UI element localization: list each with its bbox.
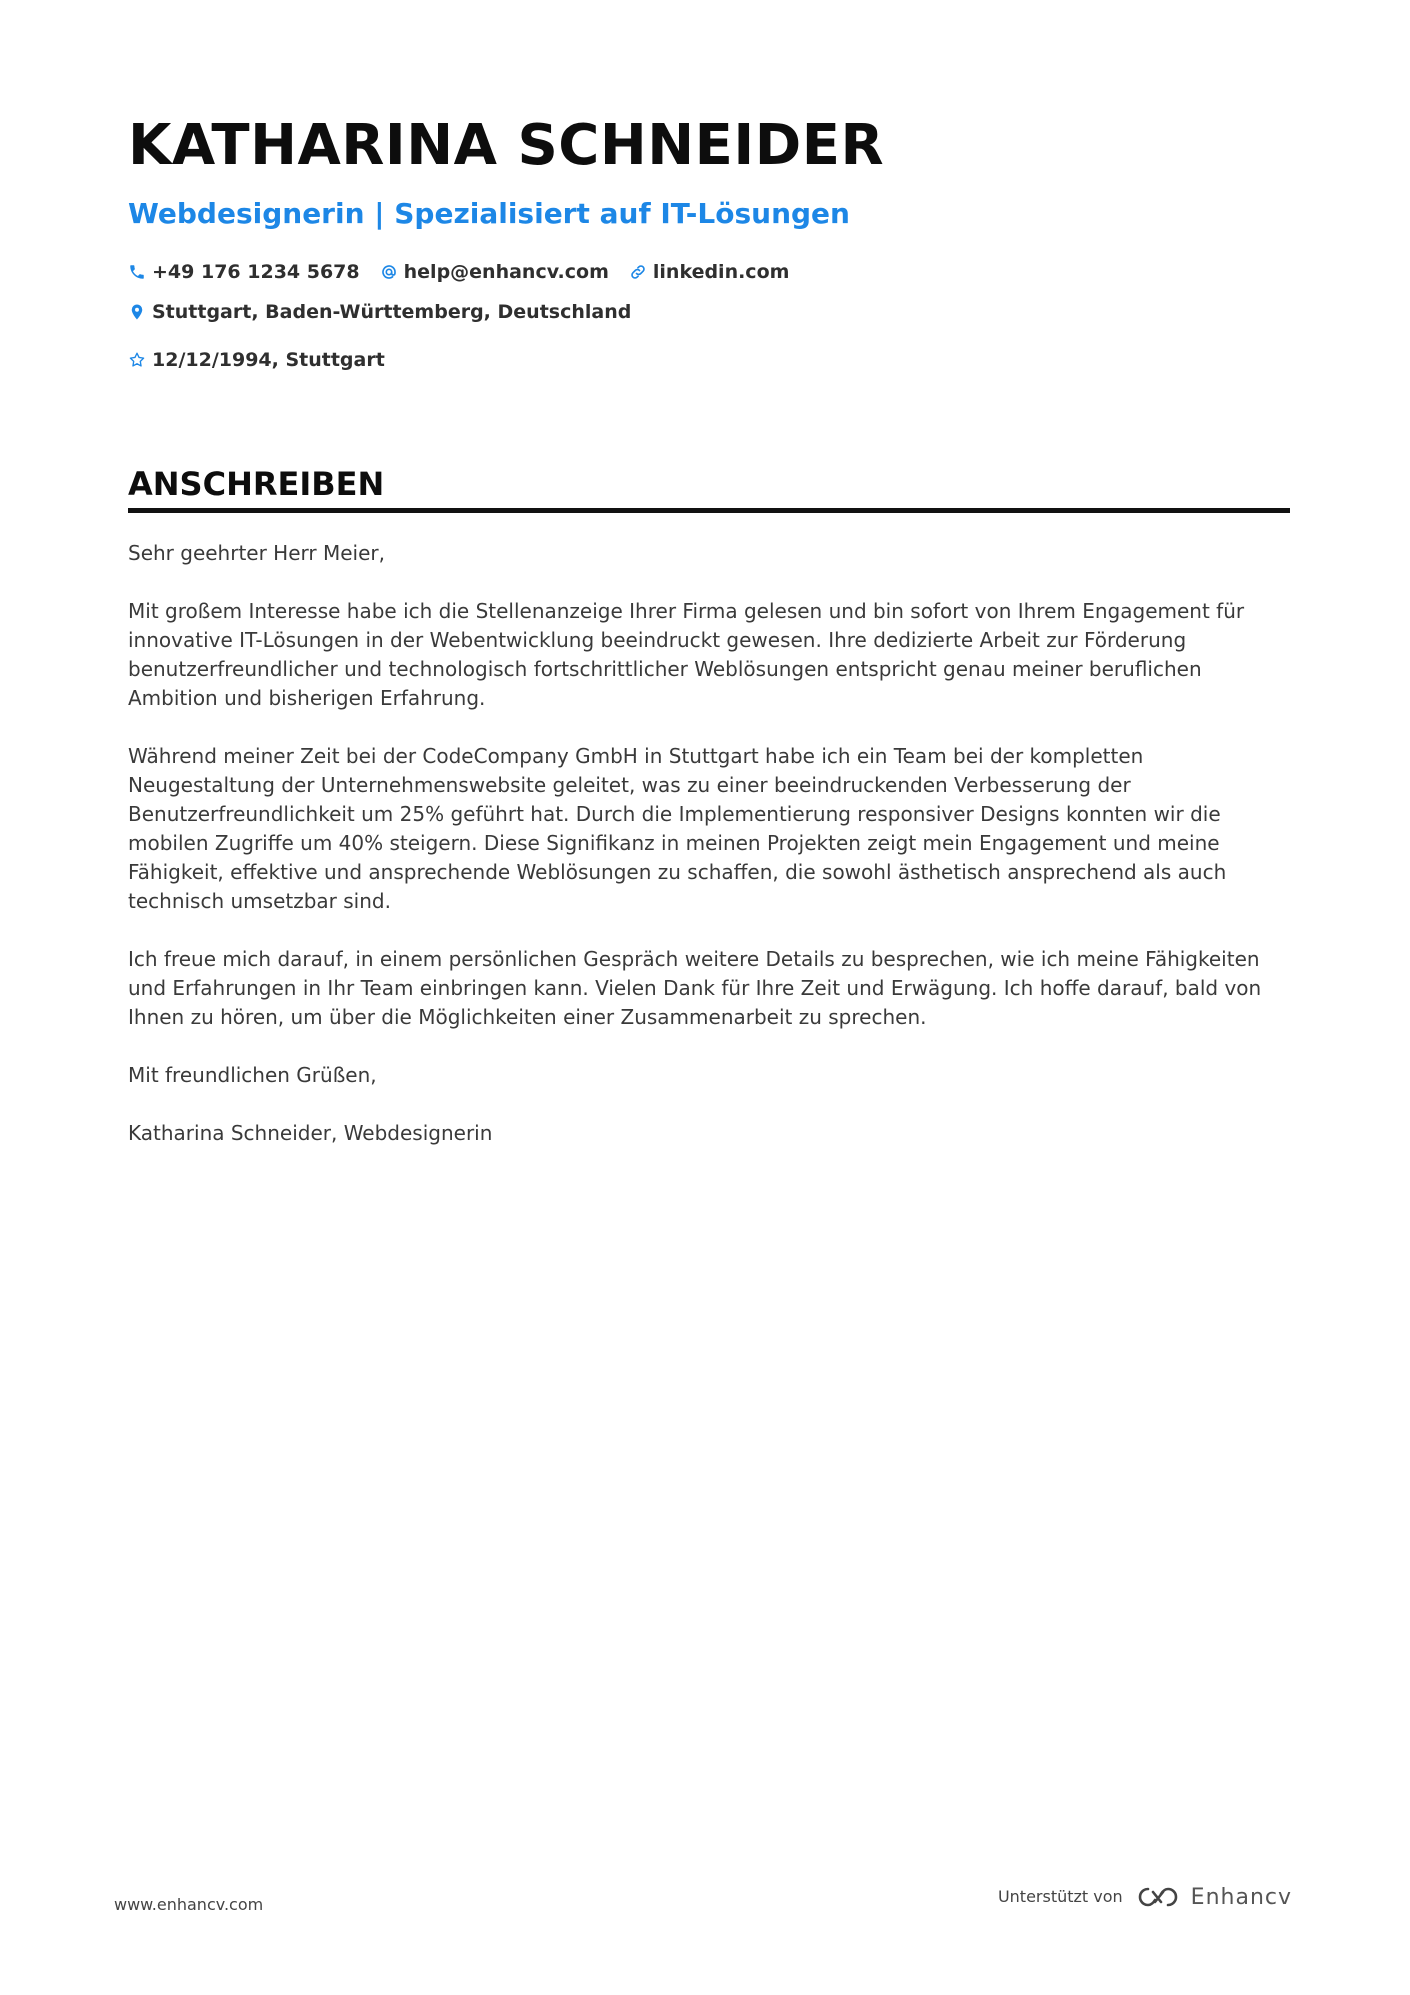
- footer-website[interactable]: www.enhancv.com: [114, 1895, 264, 1914]
- letter-paragraph: Ich freue mich darauf, in einem persönlichen Gespräch weitere Details zu besprechen, wie ich meine Fähigkeiten und Erfahrungen in Ihr Team einbringen kann. Vielen Dank für Ihre Zeit und Erwägung. Ich hoffe darauf, bald von Ihnen zu hören, um über die Möglichkeiten einer Zusammenarbeit zu sprechen.: [128, 947, 1262, 1029]
- enhancv-logo-icon: [1135, 1884, 1181, 1910]
- footer-powered-by: [998, 1884, 1292, 1910]
- at-icon: [380, 263, 398, 281]
- star-icon: [128, 351, 146, 369]
- applicant-name: KATHARINA SCHNEIDER: [128, 113, 885, 178]
- contact-birth: [128, 344, 385, 376]
- letter-signature: Katharina Schneider, Webdesignerin: [128, 1121, 493, 1145]
- letter-paragraph: Während meiner Zeit bei der CodeCompany GmbH in Stuttgart habe ich ein Team bei der kompletten Neugestaltung der Unternehmenswebsite geleitet, was zu einer beeindruckenden Verbesserung der Benutzerfreundlichkeit um 25% geführt hat. Durch die Implementierung responsiver Designs konnten wir die mobilen Zugriffe um 40% steigern. Diese Signifikanz in meinen Projekten zeigt mein Engagement und meine Fähigkeit, effektive und ansprechende Weblösungen zu schaffen, die sowohl ästhetisch ansprechend als auch technisch umsetzbar sind.: [128, 744, 1227, 913]
- contact-phone-text: +49 176 1234 5678: [152, 261, 360, 283]
- letter-salutation: Sehr geehrter Herr Meier,: [128, 541, 385, 565]
- letter-paragraph: Mit großem Interesse habe ich die Stellenanzeige Ihrer Firma gelesen und bin sofort von Ihrem Engagement für innovative IT-Lösungen in der Webentwicklung beeindruckt gewesen. Ihre dedizierte Arbeit zur Förderung benutzerfreundlicher und technologisch fortschrittlicher Weblösungen entspricht genau meiner beruflichen Ambition und bisherigen Erfahrung.: [128, 599, 1245, 710]
- contact-linkedin-text: linkedin.com: [652, 261, 790, 283]
- contact-location: [128, 296, 631, 328]
- link-icon: [629, 263, 647, 281]
- powered-by-text: Unterstützt von: [997, 1887, 1123, 1906]
- contact-location-text: Stuttgart, Baden-Württemberg, Deutschland: [152, 301, 632, 323]
- cover-letter-page: [128, 110, 1290, 1177]
- contact-email-text: help@enhancv.com: [403, 261, 609, 283]
- applicant-headline: Webdesignerin | Spezialisiert auf IT-Lösungen: [128, 197, 850, 230]
- letter-body: [128, 539, 1290, 1148]
- letter-closing: Mit freundlichen Grüßen,: [128, 1063, 377, 1087]
- contact-birth-text: 12/12/1994, Stuttgart: [152, 349, 385, 371]
- phone-icon: [128, 263, 146, 281]
- contact-linkedin: [629, 256, 790, 288]
- contact-phone: [128, 256, 360, 288]
- brand-name: Enhancv: [1190, 1884, 1292, 1910]
- section-title: ANSCHREIBEN: [128, 464, 1290, 513]
- contact-info: [128, 256, 1290, 376]
- cover-letter-section: [128, 464, 1290, 1148]
- location-pin-icon: [128, 303, 146, 321]
- contact-email: [380, 256, 609, 288]
